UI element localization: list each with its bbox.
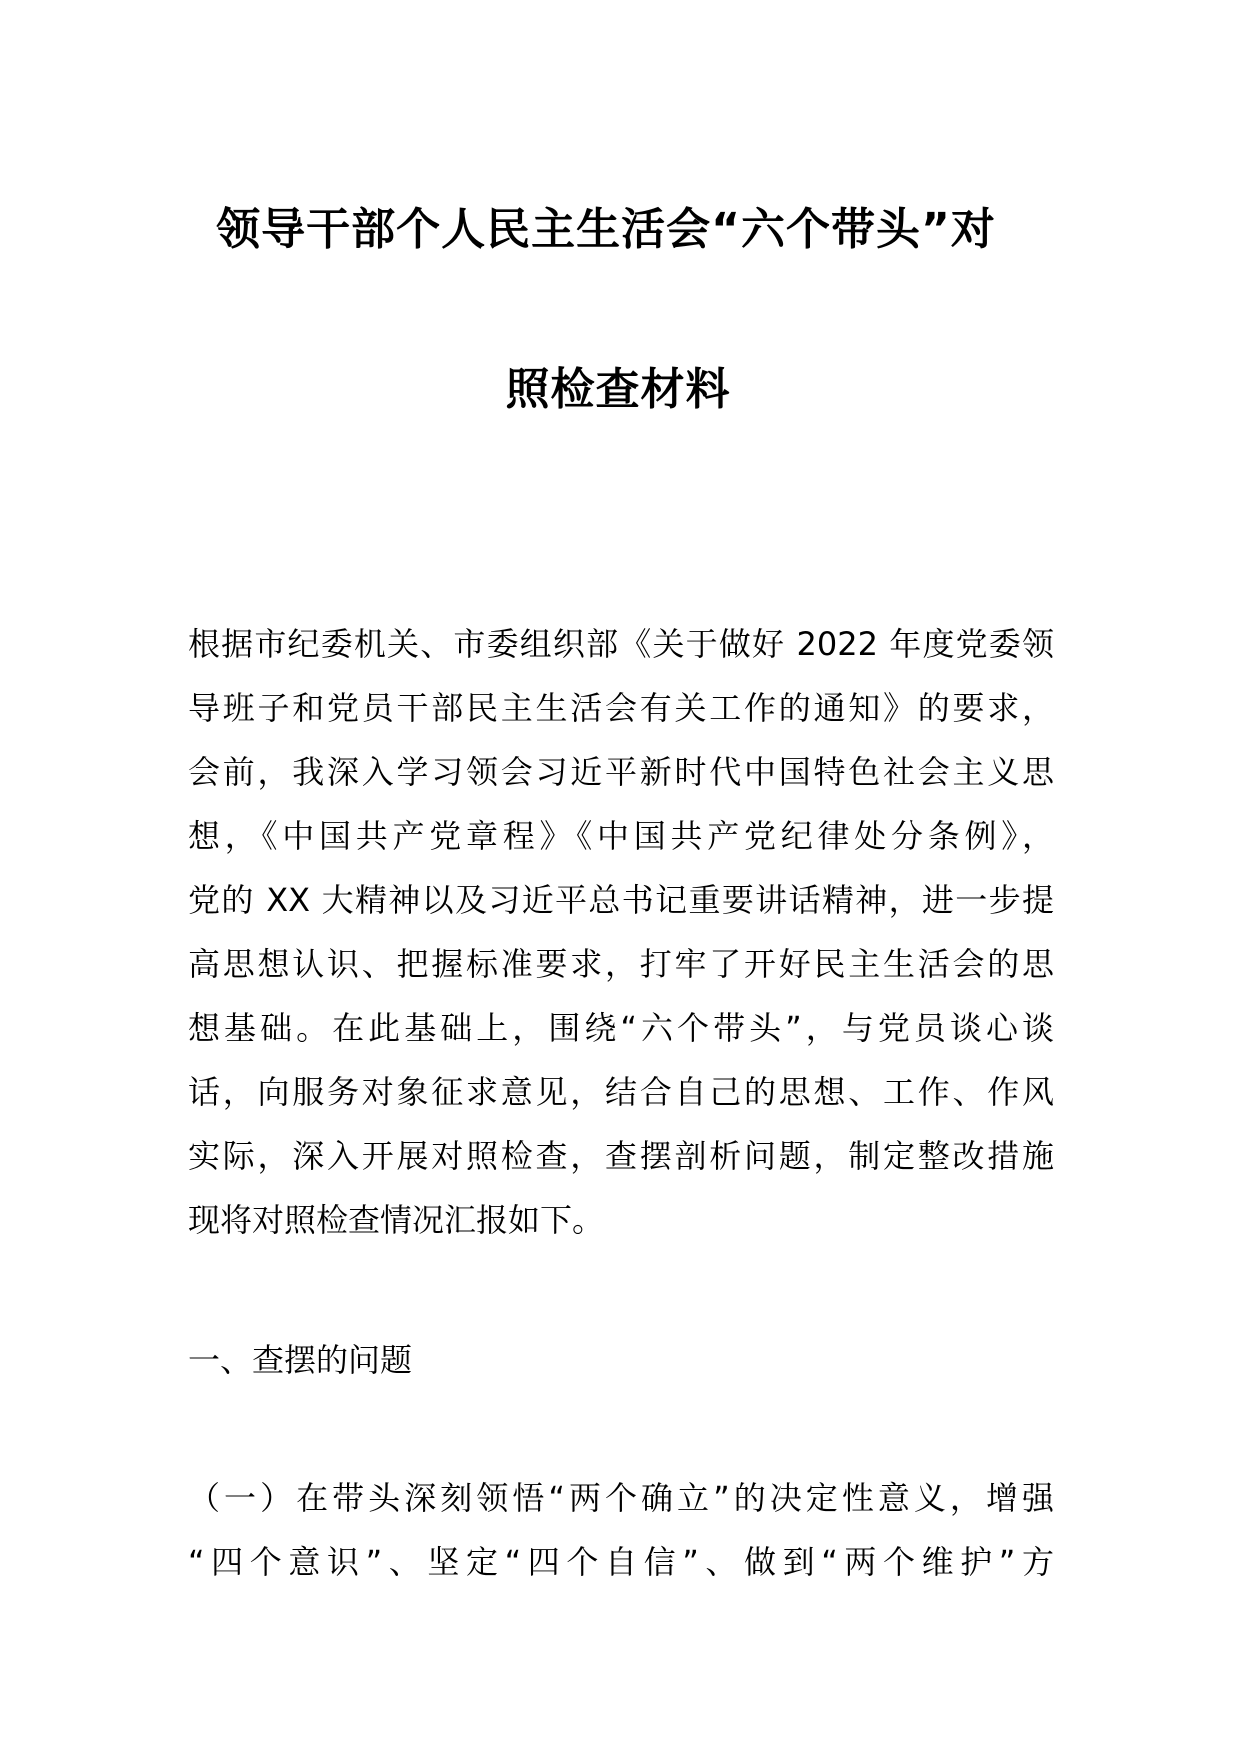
paragraph-line: 话，向服务对象征求意见，结合自己的思想、工作、作风 bbox=[188, 1073, 1054, 1111]
paragraph-line: 现将对照检查情况汇报如下。 bbox=[188, 1201, 605, 1239]
subsection-line: “四个意识”、坚定“四个自信”、做到“两个维护”方 bbox=[188, 1543, 1054, 1581]
paragraph-line: 想，《中国共产党章程》《中国共产党纪律处分条例》， bbox=[188, 817, 1054, 855]
paragraph-line: 高思想认识、把握标准要求，打牢了开好民主生活会的思 bbox=[188, 945, 1054, 983]
intro-paragraph bbox=[188, 612, 1054, 1252]
paragraph-line: 导班子和党员干部民主生活会有关工作的通知》的要求， bbox=[188, 689, 1054, 727]
subsection-line: （一）在带头深刻领悟“两个确立”的决定性意义，增强 bbox=[188, 1479, 1054, 1517]
document-title-line-1: 领导干部个人民主生活会“六个带头”对 bbox=[216, 204, 996, 255]
subsection-heading bbox=[188, 1466, 1054, 1594]
section-heading-text: 一、查摆的问题 bbox=[188, 1341, 413, 1379]
paragraph-line: 会前，我深入学习领会习近平新时代中国特色社会主义思 bbox=[188, 753, 1054, 791]
section-heading bbox=[188, 1328, 1054, 1392]
paragraph-line: 想基础。在此基础上，围绕“六个带头”，与党员谈心谈 bbox=[188, 1009, 1054, 1047]
document-title-line-2: 照检查材料 bbox=[505, 364, 731, 415]
paragraph-line: 实际，深入开展对照检查，查摆剖析问题，制定整改措施 bbox=[188, 1137, 1054, 1175]
paragraph-line: 根据市纪委机关、市委组织部《关于做好 2022 年度党委领 bbox=[188, 625, 1054, 663]
paragraph-line: 党的 XX 大精神以及习近平总书记重要讲话精神，进一步提 bbox=[188, 881, 1054, 919]
